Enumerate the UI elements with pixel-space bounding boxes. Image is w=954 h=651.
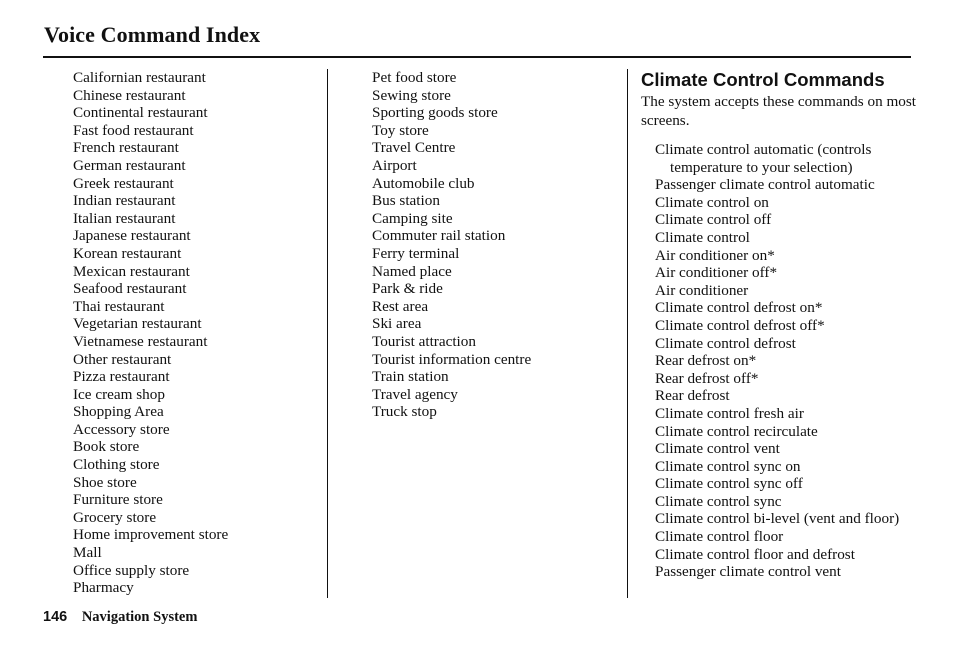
list-item: Rest area [372,297,429,315]
list-item: Air conditioner [655,281,749,299]
list-item: Shopping Area [73,403,164,421]
list-item: Climate control off [655,211,772,229]
list-item: Sporting goods store [372,104,498,122]
list-item: Ice cream shop [73,385,165,403]
list-item: Mall [73,544,102,562]
list-item: Accessory store [73,420,170,438]
list-item: Park & ride [372,280,443,298]
climate-command-list [655,141,910,581]
list-item: Climate control [655,228,750,246]
command-list-column-1 [73,69,318,597]
list-item: Climate control floor [655,528,784,546]
list-item: Climate control fresh air [655,404,804,422]
list-item: Climate control vent [655,440,780,458]
list-item: Climate control defrost off* [655,316,825,334]
list-item: Rear defrost [655,387,730,405]
list-item: Shoe store [73,473,137,491]
list-item: Tourist information centre [372,350,532,368]
list-item: Passenger climate control vent [655,563,841,581]
list-item: Greek restaurant [73,174,174,192]
list-item: Office supply store [73,561,190,579]
list-item: Book store [73,438,140,456]
list-item: Travel agency [372,385,458,403]
list-item: Thai restaurant [73,297,165,315]
list-item: Vegetarian restaurant [73,315,202,333]
list-item: Continental restaurant [73,104,208,122]
list-item: Truck stop [372,403,437,421]
list-item: Pizza restaurant [73,368,170,386]
footer-label: Navigation System [81,609,198,625]
column-divider [327,69,328,598]
command-list-column-2 [372,69,617,421]
list-item: Rear defrost on* [655,352,757,370]
list-item: Airport [372,156,417,174]
list-item: Bus station [372,192,440,210]
list-item: Japanese restaurant [73,227,191,245]
section-heading: Climate Control Commands [641,69,885,90]
list-item: Climate control recirculate [655,422,818,440]
column-divider [627,69,628,598]
list-item: Sewing store [372,86,451,104]
list-item: Climate control sync off [655,475,803,493]
list-item: Train station [372,368,449,386]
list-item: Seafood restaurant [73,280,187,298]
list-item: Named place [372,262,452,280]
list-item: Climate control on [655,193,769,211]
page-number: 146 [43,609,68,625]
list-item: Passenger climate control automatic [655,176,875,194]
list-item: German restaurant [73,156,186,174]
list-item: Camping site [372,209,453,227]
list-item: Climate control sync on [655,457,801,475]
list-item: Travel Centre [372,139,456,157]
list-item: French restaurant [73,139,179,157]
list-item: Commuter rail station [372,227,506,245]
list-item: Ski area [372,315,422,333]
list-item: Rear defrost off* [655,369,759,387]
list-item: Grocery store [73,508,157,526]
list-item: Vietnamese restaurant [73,332,208,350]
list-item: Climate control defrost on* [655,299,823,317]
list-item: Californian restaurant [73,69,206,86]
list-item: Climate control defrost [655,334,796,352]
list-item: Tourist attraction [372,332,476,350]
list-item: Chinese restaurant [73,86,186,104]
list-item: Automobile club [372,174,475,192]
title-rule [43,56,911,58]
section-intro: The system accepts these commands on most screens. [641,93,916,129]
list-item: Climate control floor and defrost [655,545,855,563]
list-item: Other restaurant [73,350,172,368]
list-item: Climate control sync [655,492,782,510]
list-item: Air conditioner off* [655,264,778,282]
list-item: Ferry terminal [372,244,460,262]
list-item: Korean restaurant [73,244,182,262]
list-item: Indian restaurant [73,192,176,210]
list-item: Furniture store [73,491,163,509]
list-item: Mexican restaurant [73,262,190,280]
page-title: Voice Command Index [44,22,261,47]
list-item: Air conditioner on* [655,246,775,264]
list-item: Fast food restaurant [73,121,194,139]
list-item: Home improvement store [73,526,229,544]
list-item: Climate control automatic (controls temperature to your selection) [655,141,872,176]
page-footer [43,609,197,626]
list-item: Toy store [372,121,429,139]
list-item: Clothing store [73,456,160,474]
list-item: Italian restaurant [73,209,176,227]
list-item: Pet food store [372,69,457,86]
list-item: Climate control bi-level (vent and floor) [655,510,900,528]
list-item: Pharmacy [73,579,134,597]
